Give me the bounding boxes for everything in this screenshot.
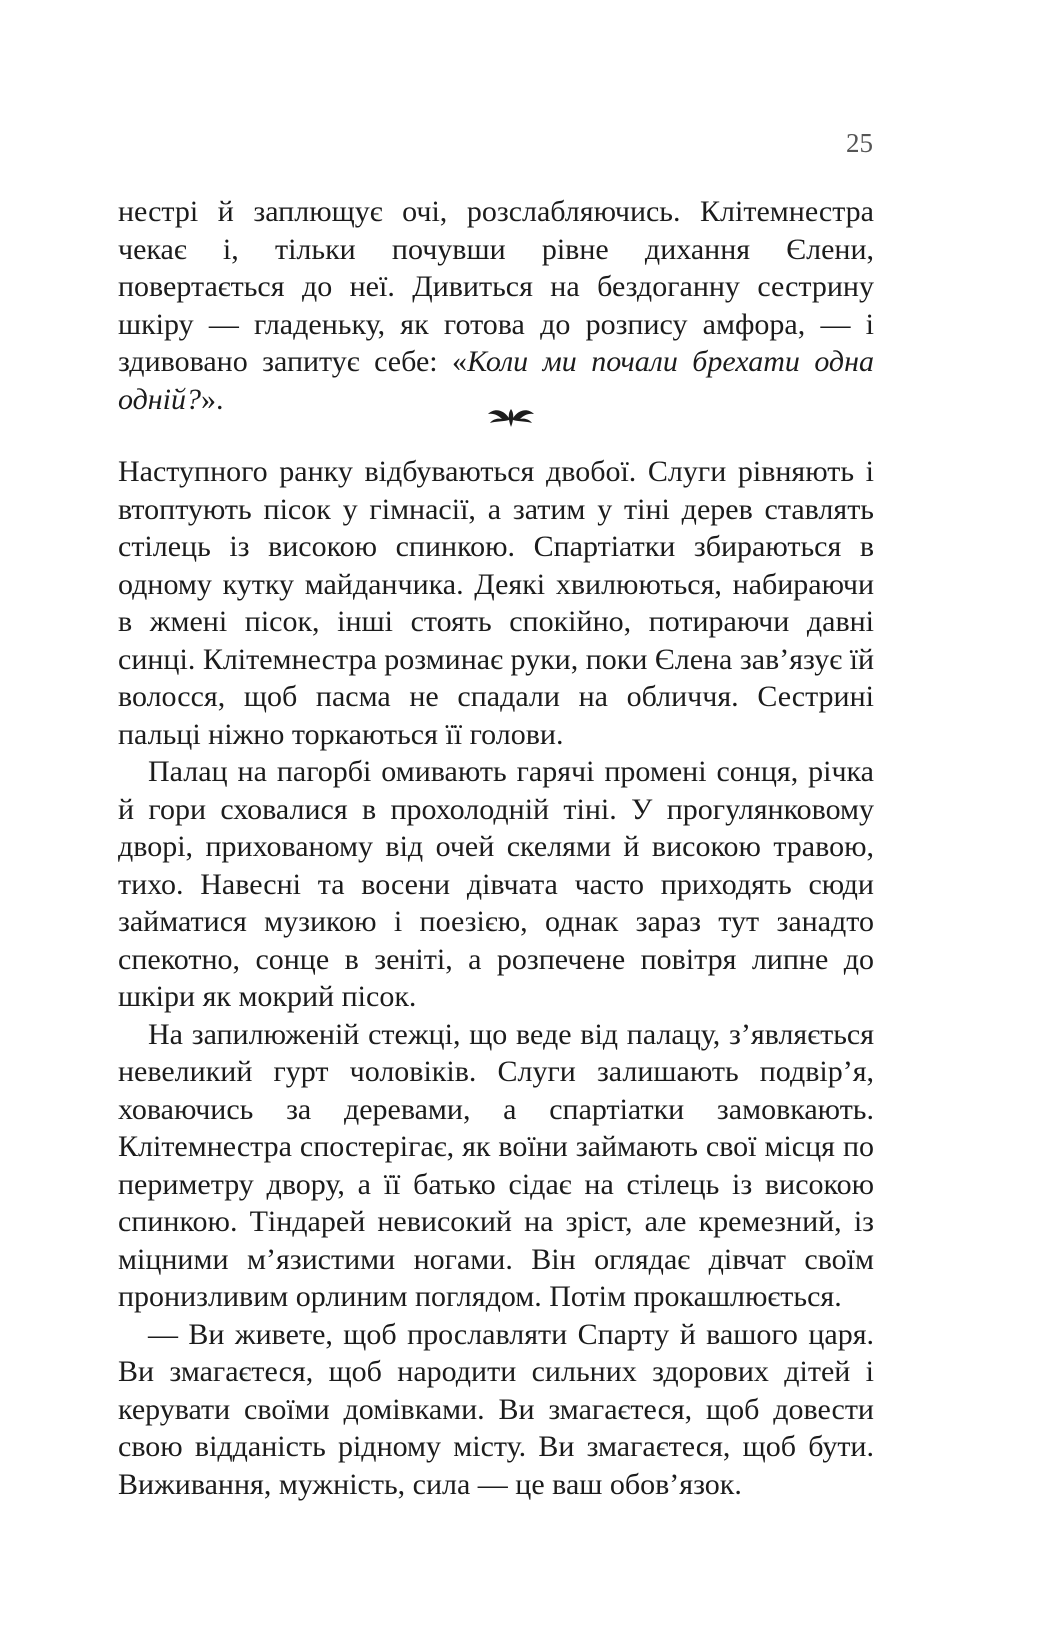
closing-quote: ». — [201, 382, 224, 416]
main-text-block — [118, 453, 874, 1503]
paragraph-text: нестрі й заплющує очі, розслабляючись. Клітемнестра чекає і, тільки почувши рівне дихання Єлени, повертається до неї. Дивиться на бездоганну сестрину шкіру — гладеньку, як готова до розпису амфора, — і здивовано запитує себе: « — [118, 195, 874, 378]
fleuron-icon — [486, 405, 536, 431]
top-text-block — [118, 193, 874, 418]
paragraph: На запилюженій стежці, що веде від палацу, з’являється невеликий гурт чоловіків. Слуги залишають подвір’я, ховаючись за деревами, а спартіатки замовкають. Клітемнестра спостерігає, як воїни займають свої місця по периметру двору, а її батько сідає на стілець із високою спинкою. Тіндарей невисокий на зріст, але кремезний, із міцними м’язистими ногами. Він оглядає дівчат своїм пронизливим орлиним поглядом. Потім прокашлюється. — [118, 1017, 874, 1313]
paragraph: Наступного ранку відбуваються двобої. Слуги рівняють і втоптують пісок у гімнасії, а затим у тіні дерев ставлять стілець із високою спинкою. Спартіатки збираються в одному кутку майданчика. Деякі хвилюються, набираючи в жмені пісок, інші стоять спокійно, потираючи давні синці. Клітемнестра розминає руки, поки Єлена зав’язує їй волосся, щоб пасма не спадали на обличчя. Сестрині пальці ніжно торкаються її голови. — [118, 455, 874, 751]
paragraph: — Ви живете, щоб прославляти Спарту й вашого царя. Ви змагаєтеся, щоб народити сильних здорових дітей і керувати своїми домівками. Ви змагаєтеся, щоб довести свою відданість рідному місту. Ви змагаєтеся, щоб бути. Виживання, мужність, сила — це ваш обов’язок. — [118, 1317, 874, 1501]
paragraph-continuation — [118, 193, 874, 418]
page-number: 25 — [846, 128, 873, 158]
paragraph: Палац на пагорбі омивають гарячі промені сонця, річка й гори сховалися в прохолодній тіні. У прогулянковому дворі, прихованому від очей скелями й високою травою, тихо. Навесні та восени дівчата часто приходять сюди займатися музикою і поезією, однак зараз тут занадто спекотно, сонце в зеніті, а розпечене повітря липне до шкіри як мокрий пісок. — [118, 755, 874, 1013]
italic-quote: Коли ми почали брехати одна одній? — [118, 345, 874, 416]
